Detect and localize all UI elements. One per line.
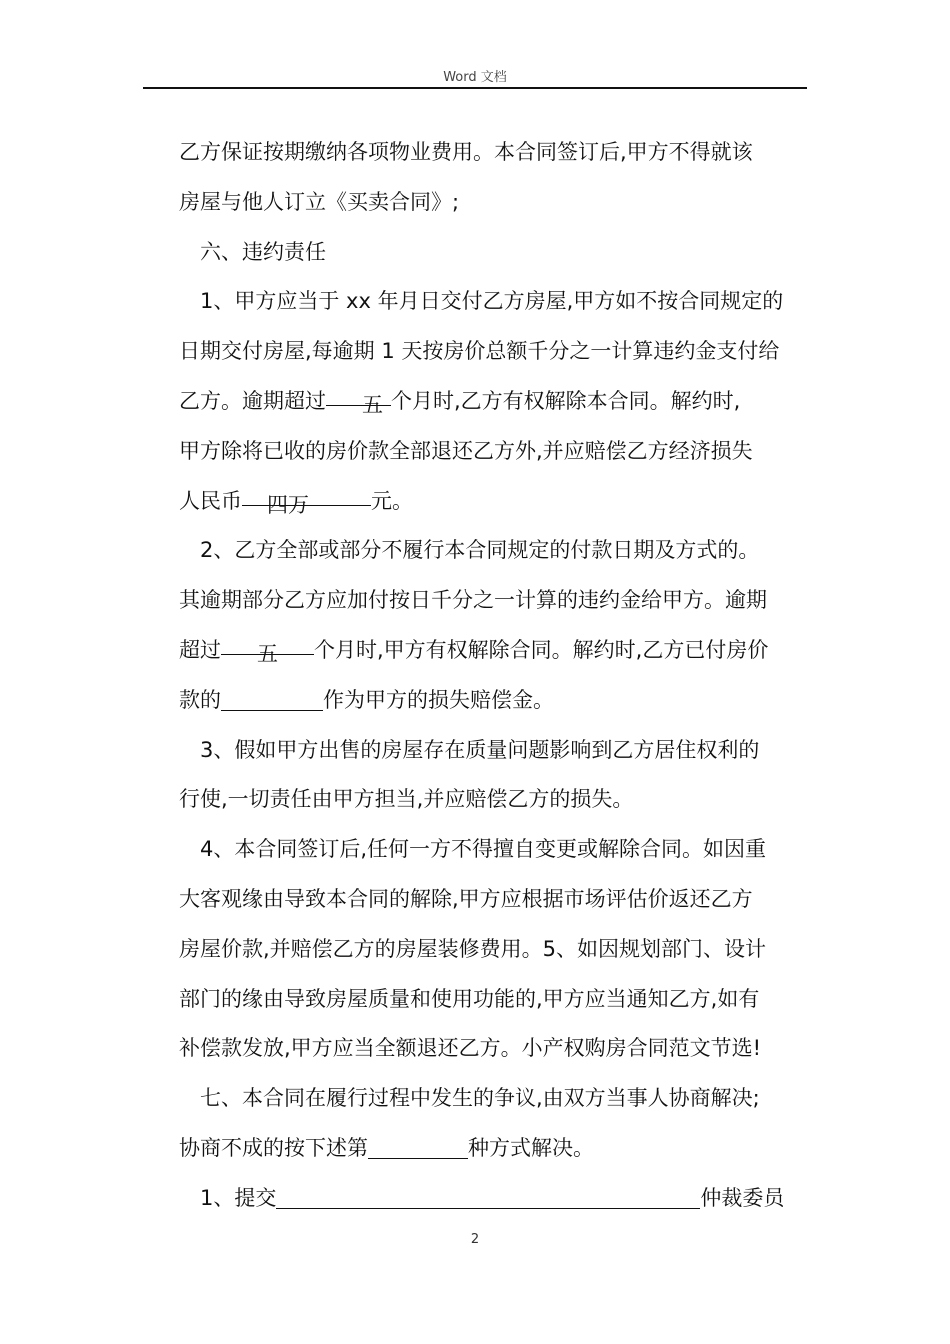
text-segment: 个月时,甲方有权解除合同。解约时,乙方已付房价 — [314, 637, 769, 662]
blank-fill-value: 五 — [257, 641, 278, 666]
text-line: 3、假如甲方出售的房屋存在质量问题影响到乙方居住权利的 — [200, 737, 760, 762]
text-line: 其逾期部分乙方应加付按日千分之一计算的违约金给甲方。逾期 — [179, 588, 767, 613]
text-line — [179, 1174, 809, 1224]
blank-fill-field — [276, 1184, 700, 1209]
text-line — [179, 626, 809, 676]
text-segment: 个月时,乙方有权解除本合同。解约时, — [391, 388, 741, 413]
text-line — [179, 1124, 809, 1174]
text-segment: 乙方。逾期超过 — [179, 388, 326, 413]
text-line: 甲方除将已收的房价款全部退还乙方外,并应赔偿乙方经济损失 — [179, 438, 753, 463]
blank-fill-field — [368, 1134, 468, 1159]
text-segment: 元。 — [371, 488, 413, 513]
section-heading: 七、本合同在履行过程中发生的争议,由双方当事人协商解决; — [200, 1086, 760, 1111]
blank-fill-field — [221, 630, 314, 666]
blank-fill-field — [326, 381, 391, 417]
text-segment: 款的 — [179, 687, 221, 712]
text-line: 2、乙方全部或部分不履行本合同规定的付款日期及方式的。 — [200, 538, 760, 563]
text-line: 乙方保证按期缴纳各项物业费用。本合同签订后,甲方不得就该 — [179, 140, 753, 164]
text-segment: 作为甲方的损失赔偿金。 — [323, 687, 554, 712]
blank-fill-field — [221, 686, 323, 711]
blank-fill-value: 四万 — [267, 492, 309, 517]
text-line: 4、本合同签订后,任何一方不得擅自变更或解除合同。如因重 — [200, 837, 767, 862]
text-line — [179, 676, 809, 726]
text-segment: 种方式解决。 — [468, 1135, 594, 1160]
blank-fill-value: 五 — [362, 392, 383, 417]
text-line: 房屋价款,并赔偿乙方的房屋装修费用。5、如因规划部门、设计 — [179, 936, 767, 961]
page-number: 2 — [470, 1232, 480, 1247]
text-segment: 人民币 — [179, 488, 242, 513]
text-segment: 协商不成的按下述第 — [179, 1135, 368, 1160]
document-body — [179, 128, 809, 1224]
section-heading: 六、违约责任 — [200, 239, 326, 264]
page-header-title: Word 文档 — [443, 70, 507, 85]
text-line: 1、甲方应当于 xx 年月日交付乙方房屋,甲方如不按合同规定的 — [200, 289, 784, 314]
text-line: 大客观缘由导致本合同的解除,甲方应根据市场评估价返还乙方 — [179, 886, 753, 911]
text-line — [179, 377, 809, 427]
text-line: 部门的缘由导致房屋质量和使用功能的,甲方应当通知乙方,如有 — [179, 986, 760, 1011]
header-divider — [143, 87, 807, 89]
text-segment: 仲裁委员 — [700, 1185, 785, 1210]
text-segment: 超过 — [179, 637, 221, 662]
text-line: 行使,一切责任由甲方担当,并应赔偿乙方的损失。 — [179, 787, 634, 812]
text-segment: 1、提交 — [200, 1185, 277, 1210]
text-line: 日期交付房屋,每逾期 1 天按房价总额千分之一计算违约金支付给 — [179, 339, 780, 364]
text-line: 房屋与他人订立《买卖合同》; — [179, 189, 460, 214]
blank-fill-field — [242, 481, 371, 517]
text-line: 补偿款发放,甲方应当全额退还乙方。小产权购房合同范文节选! — [179, 1036, 762, 1061]
text-line — [179, 477, 809, 527]
